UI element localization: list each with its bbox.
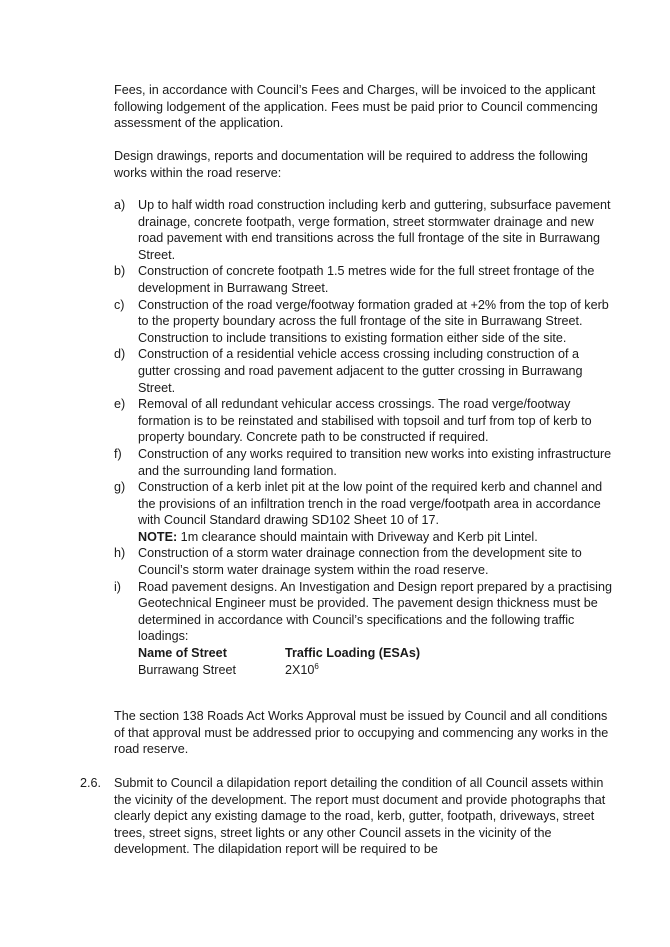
list-item-text: Construction of the road verge/footway formation graded at +2% from the top of kerb to the property boundary across the full frontage of the site in Burrawang Street. Construction to include transitions to existing formation either side of the site. [138,297,609,345]
section-2-6 [80,775,614,858]
loading-base: 2X10 [285,662,315,677]
list-item [114,545,614,578]
list-marker: e) [114,397,126,412]
works-list [114,197,614,678]
table-header: Traffic Loading (ESAs) [285,646,421,661]
fees-paragraph: Fees, in accordance with Council’s Fees and Charges, will be invoiced to the applicant following lodgement of the application. Fees must be paid prior to Council commencing assessment of the application. [114,83,598,131]
list-item-text: Construction of any works required to transition new works into existing infrastructure and the surrounding land formation. [138,446,612,478]
table-header-row [138,645,420,662]
list-item [114,446,614,479]
list-item-text: Removal of all redundant vehicular access crossings. The road verge/footway formation is to be reinstated and stabilised with topsoil and turf from top of kerb to property boundary. Concrete path to be constructed if required. [138,397,592,445]
design-paragraph: Design drawings, reports and documentation will be required to address the following works within the road reserve: [114,149,588,180]
table-row [138,662,420,679]
list-item [114,263,614,296]
table-cell-street: Burrawang Street [138,662,237,677]
note-label: NOTE: [138,529,178,544]
table-cell-loading [285,662,420,679]
note-text: 1m clearance should maintain with Driveway and Kerb pit Lintel. [177,529,538,544]
list-item [114,396,614,446]
list-item [114,297,614,347]
list-marker: d) [114,347,126,362]
list-item-text: Construction of a storm water drainage connection from the development site to Council’s storm water drainage system within the road reserve. [138,546,582,578]
list-marker: g) [114,480,126,495]
table-header: Name of Street [138,646,227,661]
section-number: 2.6. [80,776,102,790]
traffic-loading-table [138,645,420,678]
list-marker: b) [114,264,126,279]
list-marker: f) [114,446,122,461]
list-marker: c) [114,297,125,312]
loading-exponent: 6 [314,661,319,671]
list-item [114,346,614,396]
list-item [114,479,614,545]
list-marker: i) [114,579,121,594]
list-item-text: Road pavement designs. An Investigation and Design report prepared by a practising Geotechnical Engineer must be provided. The pavement design thickness must be determined in accordance with Council’s specifications and the following traffic loadings: [138,579,612,644]
section-text: Submit to Council a dilapidation report detailing the condition of all Council assets within the vicinity of the development. The report must document and provide photographs that clearly depict any existing damage to the road, kerb, gutter, footpath, driveways, street trees, street signs, street lights or any other Council assets in the vicinity of the development. The dilapidation report will be required to be [114,776,606,857]
list-item [114,579,614,679]
list-item-body [138,579,614,679]
list-item-body [138,479,614,545]
list-item-text: Construction of a residential vehicle access crossing including construction of a gutter crossing and road pavement adjacent to the gutter crossing in Burrawang Street. [138,347,583,395]
approval-paragraph: The section 138 Roads Act Works Approval must be issued by Council and all conditions of that approval must be addressed prior to occupying and commencing any works in the road reserve. [114,709,609,757]
list-marker: h) [114,546,126,561]
note-line [138,529,614,546]
list-item-text: Construction of concrete footpath 1.5 metres wide for the full street frontage of the development in Burrawang Street. [138,264,595,295]
list-item-text: Up to half width road construction including kerb and guttering, subsurface pavement drainage, concrete footpath, verge formation, street stormwater drainage and new road pavement with end transitions across the full frontage of the site in Burrawang Street. [138,198,611,262]
list-item-text: Construction of a kerb inlet pit at the low point of the required kerb and channel and the provisions of an infiltration trench in the road verge/footpath area in accordance with Council Standard drawing SD102 Sheet 10 of 17. [138,480,603,528]
list-item [114,197,614,263]
list-marker: a) [114,198,126,212]
